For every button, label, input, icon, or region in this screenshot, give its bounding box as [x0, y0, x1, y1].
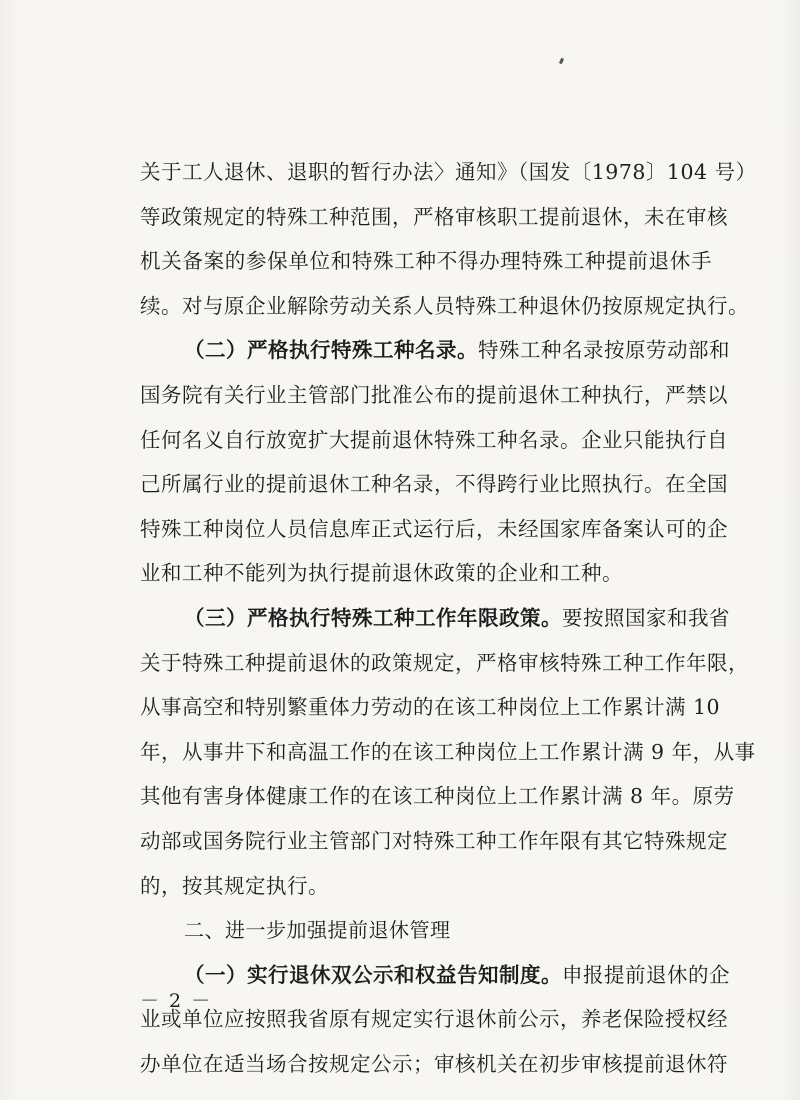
- text-line: 国务院有关行业主管部门批准公布的提前退休工种执行，严禁以: [140, 382, 728, 407]
- text-line: 续。对与原企业解除劳动关系人员特殊工种退休仍按原规定执行。: [140, 293, 749, 318]
- text-line: 年，从事井下和高温工作的在该工种岗位上工作累计满 9 年，从事: [140, 739, 756, 764]
- text-line: 机关备案的参保单位和特殊工种不得办理特殊工种提前退休手: [140, 249, 712, 274]
- document-body: [140, 150, 757, 1086]
- section-lead: （一）实行退休双公示和权益告知制度。: [184, 962, 562, 987]
- text-line: 己所属行业的提前退休工种名录，不得跨行业比照执行。在全国: [140, 472, 728, 497]
- text-line: 业和工种不能列为执行提前退休政策的企业和工种。: [140, 561, 623, 586]
- text-line: 其他有害身体健康工作的在该工种岗位上工作累计满 8 年。原劳: [140, 784, 735, 809]
- text-line: 任何名义自行放宽扩大提前退休特殊工种名录。企业只能执行自: [140, 427, 728, 452]
- text-line: 动部或国务院行业主管部门对特殊工种工作年限有其它特殊规定: [140, 828, 728, 853]
- section-text: 申报提前退休的企: [562, 962, 730, 987]
- text-line: 的，按其规定执行。: [140, 873, 329, 898]
- paragraph-first-line: [140, 328, 730, 373]
- text-line: 从事高空和特别繁重体力劳动的在该工种岗位上工作累计满 10: [140, 695, 721, 720]
- page-number: － 2 －: [140, 990, 213, 1012]
- text-line: 办单位在适当场合按规定公示；审核机关在初步审核提前退休符: [140, 1051, 728, 1076]
- section-lead: （二）严格执行特殊工种名录。: [184, 338, 478, 363]
- section-text: 要按照国家和我省: [562, 605, 730, 630]
- scan-speck: [559, 58, 564, 65]
- text-line: 特殊工种岗位人员信息库正式运行后，未经国家库备案认可的企: [140, 516, 728, 541]
- paragraph-first-line: [140, 596, 730, 641]
- text-line: 业或单位应按照我省原有规定实行退休前公示，养老保险授权经: [140, 1007, 728, 1032]
- paragraph-first-line: [140, 953, 730, 998]
- text-line: 关于工人退休、退职的暂行办法〉通知》（国发〔1978〕104 号）: [140, 160, 757, 184]
- section-lead: （三）严格执行特殊工种工作年限政策。: [184, 605, 562, 630]
- text-line: 关于特殊工种提前退休的政策规定，严格审核特殊工种工作年限，: [140, 650, 749, 675]
- text-line: 等政策规定的特殊工种范围，严格审核职工提前退休，未在审核: [140, 204, 728, 229]
- section-text: 特殊工种名录按原劳动部和: [478, 338, 730, 363]
- section-heading: 二、进一步加强提前退休管理: [184, 918, 451, 943]
